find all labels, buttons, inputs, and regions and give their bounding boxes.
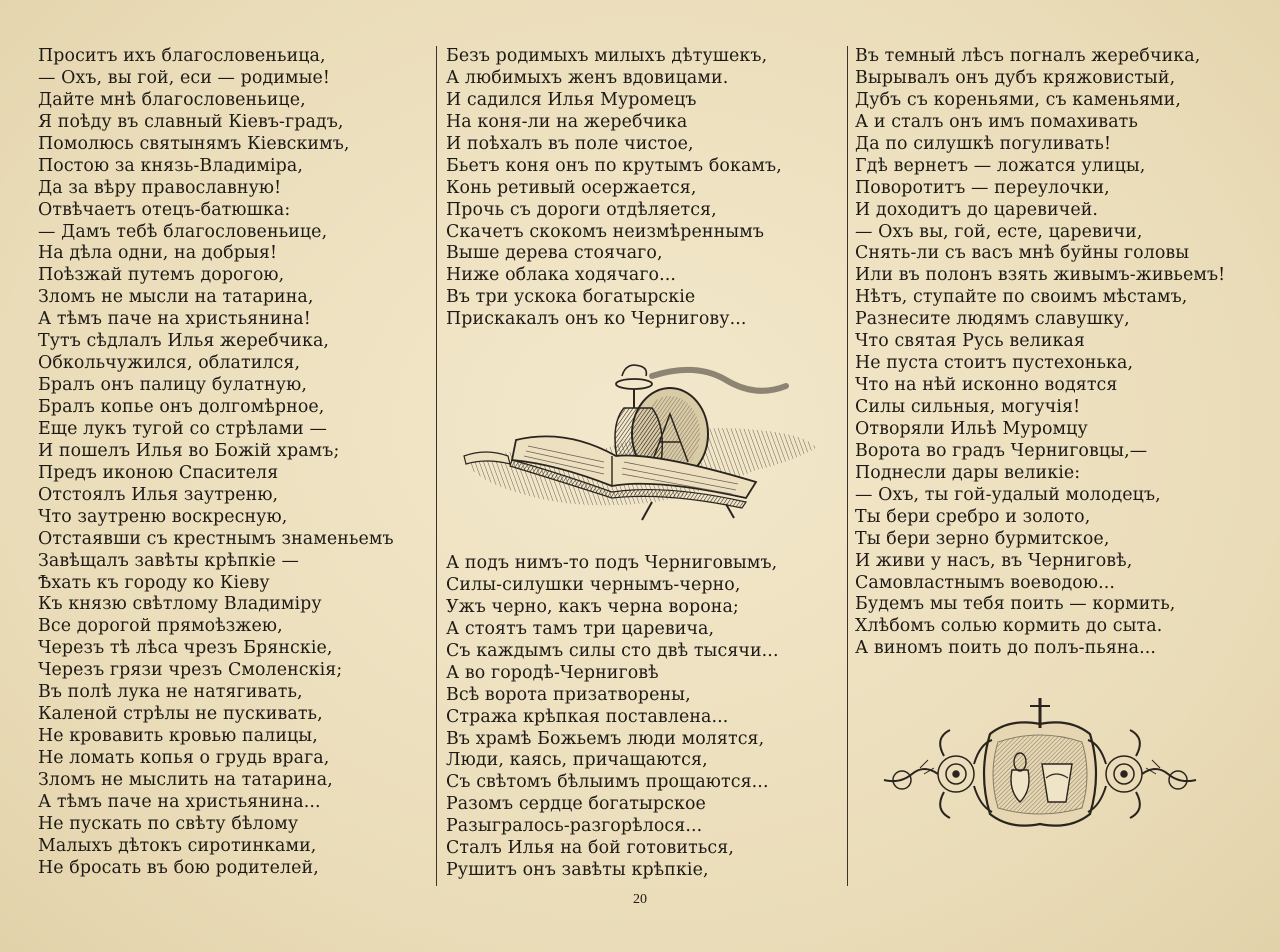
poem-line: Люди, каясь, причащаются, — [446, 750, 708, 771]
poem-line: Силы сильныя, могучія! — [855, 397, 1081, 417]
poem-line: На дѣла одни, на добрыя! — [38, 243, 278, 264]
poem-line: — Охъ вы, гой, есте, царевичи, — [855, 221, 1143, 242]
poem-line: Обкольчужился, облатился, — [38, 353, 301, 374]
poem-line: Не бросать въ бою родителей, — [38, 857, 319, 878]
poem-line: А тѣмъ паче на христьянина... — [38, 791, 321, 812]
poem-line: Скачетъ скокомъ неизмѣреннымъ — [446, 221, 764, 242]
poem-line: Прочь съ дороги отдѣляется, — [446, 199, 717, 220]
poem-line: Рушитъ онъ завѣты крѣпкіе, — [446, 860, 709, 881]
poem-line: Въ три ускока богатырскіе — [446, 287, 696, 308]
poem-line: Въ темный лѣсъ погналъ жеребчика, — [855, 46, 1201, 66]
poem-line: А стоятъ тамъ три царевича, — [446, 618, 715, 639]
book-and-lamp-engraving-icon — [456, 352, 820, 528]
poem-line: Не пускать по свѣту бѣлому — [38, 813, 299, 834]
poem-line: Поворотитъ — переулочки, — [855, 177, 1110, 198]
poem-line: Ты бери сребро и золото, — [855, 506, 1091, 527]
poem-line: Малыхъ дѣтокъ сиротинками, — [38, 835, 317, 856]
poem-line: Съ каждымъ силы сто двѣ тысячи... — [446, 640, 779, 661]
poem-line: Что святая Русь великая — [855, 331, 1085, 352]
poem-line: Гдѣ вернетъ — ложатся улицы, — [855, 155, 1146, 176]
poem-line: Разыгралось-разгорѣлося... — [446, 816, 703, 837]
poem-line: Не кровавить кровью палицы, — [38, 726, 318, 747]
poem-line: Разомъ сердце богатырское — [446, 794, 706, 815]
poem-line: — Охъ, вы гой, еси — родимые! — [38, 67, 331, 88]
poem-line: Дайте мнѣ благословеньице, — [38, 89, 306, 110]
text-column-right — [855, 46, 1270, 660]
poem-line: Что на нѣй исконно водятся — [855, 375, 1118, 396]
poem-line: На коня-ли на жеребчика — [446, 111, 688, 132]
column-divider-right — [847, 46, 848, 886]
poem-line: А тѣмъ паче на христьянина! — [38, 309, 311, 330]
poem-line: Въ храмѣ Божьемъ люди молятся, — [446, 728, 765, 749]
column-divider-left — [436, 46, 437, 886]
poem-line: Да по силушкѣ погуливать! — [855, 133, 1112, 154]
poem-line: Самовластнымъ воеводою... — [855, 572, 1116, 593]
poem-line: Или въ полонъ взять живымъ-живьемъ! — [855, 265, 1226, 286]
poem-line: Зломъ не мыслить на татарина, — [38, 769, 333, 790]
poem-line: Въ полѣ лука не натягивать, — [38, 682, 303, 703]
poem-line: Каленой стрѣлы не пускивать, — [38, 704, 323, 725]
poem-line: Къ князю свѣтлому Владиміру — [38, 594, 322, 615]
poem-line: Дубъ съ кореньями, съ каменьями, — [855, 89, 1181, 110]
poem-line: Предъ иконою Спасителя — [38, 462, 279, 483]
text-column-middle-top — [446, 46, 836, 331]
poem-line: Ты бери зерно бурмитское, — [855, 528, 1110, 549]
poem-line: И доходитъ до царевичей. — [855, 199, 1099, 220]
poem-line: Я поѣду въ славный Кіевъ-градъ, — [38, 111, 344, 132]
poem-line: Прискакалъ онъ ко Чернигову... — [446, 309, 747, 330]
poem-line: Поднесли дары великіе: — [855, 462, 1081, 483]
poem-line: Все дорогой прямоѣзжею, — [38, 616, 283, 637]
poem-line: Разнесите людямъ славушку, — [855, 309, 1130, 330]
poem-line: Ворота во градъ Черниговцы,— — [855, 440, 1148, 461]
poem-line: И садился Илья Муромецъ — [446, 89, 697, 110]
poem-line: Хлѣбомъ солью кормить до сыта. — [855, 616, 1163, 637]
poem-line: Сталъ Илья на бой готовиться, — [446, 838, 734, 859]
text-column-left — [38, 46, 428, 880]
poem-line: Завѣщалъ завѣты крѣпкіе — — [38, 550, 299, 571]
poem-line: Отстаявши съ крестнымъ знаменьемъ — [38, 528, 394, 549]
poem-line: Не ломать копья о грудь врага, — [38, 748, 330, 768]
poem-line: — Дамъ тебѣ благословеньице, — [38, 221, 328, 242]
poem-line: Тутъ сѣдлалъ Илья жеребчика, — [38, 331, 330, 352]
poem-line: Всѣ ворота призатворены, — [446, 684, 691, 705]
poem-line: Бралъ онъ палицу булатную, — [38, 375, 307, 396]
poem-line: Отворяли Ильѣ Муромцу — [855, 418, 1088, 439]
poem-line: — Охъ, ты гой-удалый молодецъ, — [855, 484, 1161, 505]
poem-line: Поѣзжай путемъ дорогою, — [38, 265, 285, 286]
poem-line: Да за вѣру православную! — [38, 177, 282, 198]
poem-line: Отвѣчаетъ отецъ-батюшка: — [38, 199, 291, 220]
poem-line: Проситъ ихъ благословеньица, — [38, 46, 326, 66]
poem-line: Ужъ черно, какъ черна ворона; — [446, 596, 739, 617]
poem-line: Черезъ тѣ лѣса чрезъ Брянскіе, — [38, 638, 333, 659]
poem-line: А во городѣ-Черниговѣ — [446, 662, 659, 683]
poem-line: А подъ нимъ-то подъ Черниговымъ, — [446, 553, 778, 573]
poem-line: Конь ретивый осержается, — [446, 177, 697, 198]
poem-line: Бьетъ коня онъ по крутымъ бокамъ, — [446, 155, 782, 176]
poem-line: Будемъ мы тебя поить — кормить, — [855, 594, 1176, 615]
poem-line: А виномъ поить до полъ-пьяна... — [855, 638, 1156, 659]
poem-line: Черезъ грязи чрезъ Смоленскія; — [38, 660, 343, 681]
poem-line: Что заутреню воскресную, — [38, 506, 288, 527]
poem-line: Нѣтъ, ступайте по своимъ мѣстамъ, — [855, 287, 1188, 308]
poem-line: Безъ родимыхъ милыхъ дѣтушекъ, — [446, 46, 768, 66]
poem-line: И живи у насъ, въ Черниговѣ, — [855, 550, 1133, 571]
poem-line: Снять-ли съ васъ мнѣ буйны головы — [855, 243, 1190, 264]
poem-line: Бралъ копье онъ долгомѣрное, — [38, 397, 325, 417]
poem-line: И поѣхалъ въ поле чистое, — [446, 133, 694, 154]
poem-line: Помолюсь святынямъ Кіевскимъ, — [38, 133, 350, 154]
poem-line: Выше дерева стоячаго, — [446, 243, 663, 264]
poem-line: Вырывалъ онъ дубъ кряжовистый, — [855, 67, 1176, 88]
poem-line: Съ свѣтомъ бѣлыимъ прощаются... — [446, 772, 769, 793]
poem-line: Зломъ не мысли на татарина, — [38, 287, 314, 308]
poem-line: Отстоялъ Илья заутреню, — [38, 484, 279, 505]
poem-line: А и сталъ онъ имъ помахивать — [855, 111, 1138, 132]
poem-line: А любимыхъ женъ вдовицами. — [446, 67, 729, 88]
poem-line: Ниже облака ходячаго... — [446, 265, 676, 286]
ornamental-tailpiece-icon — [880, 694, 1200, 844]
text-column-middle-bottom — [446, 553, 836, 882]
poem-line: Еще лукъ тугой со стрѣлами — — [38, 418, 327, 439]
poem-line: Ѣхать къ городу ко Кіеву — [38, 572, 270, 593]
poem-line: Силы-силушки чернымъ-черно, — [446, 574, 741, 595]
poem-line: Постою за князь-Владиміра, — [38, 155, 303, 176]
poem-line: Не пуста стоитъ пустехонька, — [855, 353, 1134, 374]
page-number: 20 — [633, 892, 647, 907]
poem-line: Стража крѣпкая поставлена... — [446, 706, 729, 727]
poem-line: И пошелъ Илья во Божій храмъ; — [38, 440, 340, 461]
